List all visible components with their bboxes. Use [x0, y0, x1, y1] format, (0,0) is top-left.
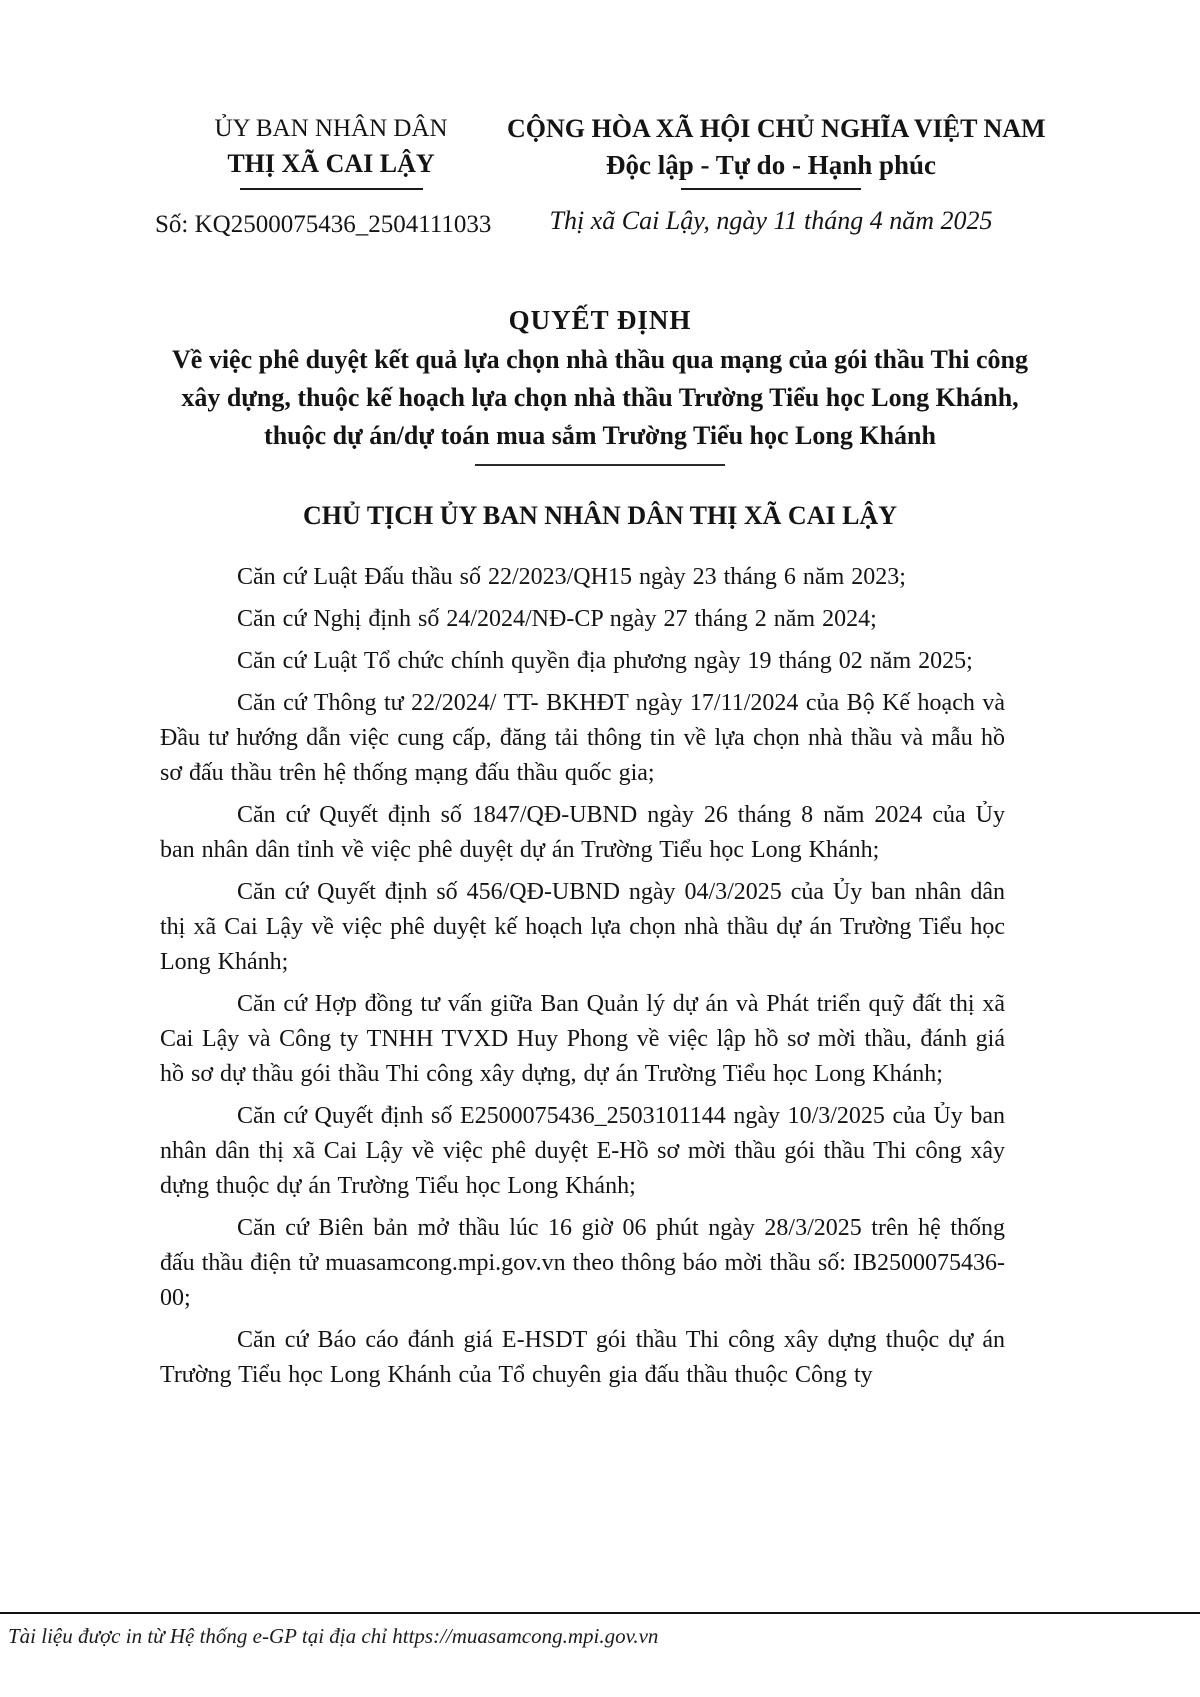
agency-name: THỊ XÃ CAI LẬY: [227, 149, 435, 178]
motto-underline: [681, 188, 861, 190]
decision-heading: QUYẾT ĐỊNH: [508, 305, 692, 335]
decision-subject: Về việc phê duyệt kết quả lựa chọn nhà thầu qua mạng của gói thầu Thi công xây dựng, thuộc kế hoạch lựa chọn nhà thầu Trường Tiểu học Long Khánh, thuộc dự án/dự toán mua sắm Trường Tiểu học Long Khánh: [172, 345, 1028, 450]
body-paragraph: Căn cứ Báo cáo đánh giá E-HSDT gói thầu Thi công xây dựng thuộc dự án Trường Tiểu học Long Khánh của Tổ chuyên gia đấu thầu thuộc Công ty: [160, 1327, 1005, 1388]
agency-parent-name: ỦY BAN NHÂN DÂN: [214, 115, 448, 142]
body-paragraph: Căn cứ Luật Đấu thầu số 22/2023/QH15 ngày 23 tháng 6 năm 2023;: [237, 564, 906, 590]
body-paragraph: Căn cứ Biên bản mở thầu lúc 16 giờ 06 phút ngày 28/3/2025 trên hệ thống đấu thầu điện tử muasamcong.mpi.gov.vn theo thông báo mời thầu số: IB2500075436-00;: [160, 1215, 1005, 1311]
footer-rule: [0, 1612, 1200, 1614]
national-motto-block: [507, 112, 1046, 242]
footer-print-note: Tài liệu được in từ Hệ thống e-GP tại địa chỉ https://muasamcong.mpi.gov.vn: [8, 1624, 659, 1648]
document-header: [155, 112, 1046, 242]
republic-name: CỘNG HÒA XÃ HỘI CHỦ NGHĨA VIỆT NAM: [507, 114, 1046, 143]
body-paragraph: Căn cứ Nghị định số 24/2024/NĐ-CP ngày 27 tháng 2 năm 2024;: [237, 606, 877, 632]
document-body: [160, 560, 1005, 1393]
body-paragraph: Căn cứ Quyết định số E2500075436_2503101144 ngày 10/3/2025 của Ủy ban nhân dân thị xã Cai Lậy về việc phê duyệt E-Hồ sơ mời thầu gói thầu Thi công xây dựng thuộc dự án Trường Tiểu học Long Khánh;: [160, 1103, 1005, 1199]
body-paragraph: Căn cứ Luật Tổ chức chính quyền địa phương ngày 19 tháng 02 năm 2025;: [237, 648, 973, 674]
authority-heading: CHỦ TỊCH ỦY BAN NHÂN DÂN THỊ XÃ CAI LẬY: [303, 501, 897, 530]
body-paragraph: Căn cứ Quyết định số 1847/QĐ-UBND ngày 26 tháng 8 năm 2024 của Ủy ban nhân dân tỉnh về việc phê duyệt dự án Trường Tiểu học Long Khánh;: [160, 802, 1005, 863]
body-paragraph: Căn cứ Hợp đồng tư vấn giữa Ban Quản lý dự án và Phát triển quỹ đất thị xã Cai Lậy và Công ty TNHH TVXD Huy Phong về việc lập hồ sơ mời thầu, đánh giá hồ sơ dự thầu gói thầu Thi công xây dựng, dự án Trường Tiểu học Long Khánh;: [160, 991, 1005, 1087]
document-number: Số: KQ2500075436_2504111033: [155, 211, 492, 238]
body-paragraph: Căn cứ Thông tư 22/2024/ TT- BKHĐT ngày 17/11/2024 của Bộ Kế hoạch và Đầu tư hướng dẫn việc cung cấp, đăng tải thông tin về lựa chọn nhà thầu và mẫu hồ sơ đấu thầu trên hệ thống mạng đấu thầu quốc gia;: [160, 690, 1005, 786]
place-and-date: Thị xã Cai Lậy, ngày 11 tháng 4 năm 2025: [549, 206, 993, 235]
body-paragraph: Căn cứ Quyết định số 456/QĐ-UBND ngày 04/3/2025 của Ủy ban nhân dân thị xã Cai Lậy về việc phê duyệt kế hoạch lựa chọn nhà thầu dự án Trường Tiểu học Long Khánh;: [160, 879, 1005, 975]
issuing-agency-block: [155, 112, 507, 242]
national-motto: Độc lập - Tự do - Hạnh phúc: [605, 150, 937, 180]
agency-underline: [240, 188, 423, 190]
title-divider: [475, 464, 725, 466]
